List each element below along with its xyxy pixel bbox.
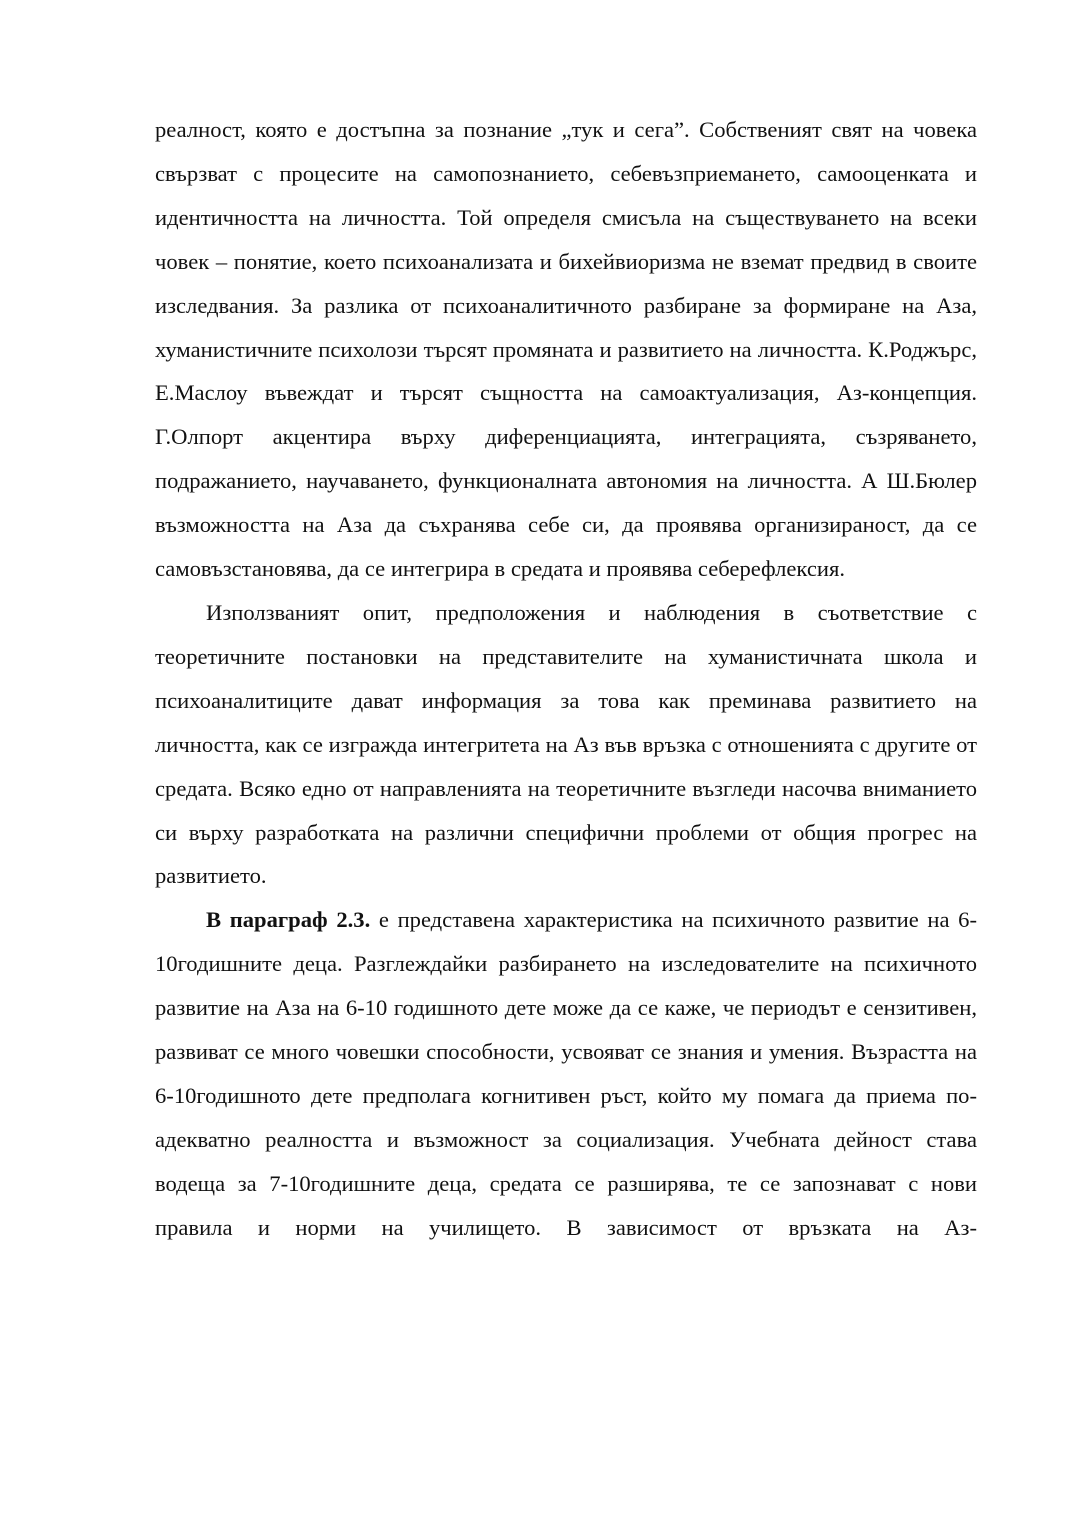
section-reference-bold: В параграф 2.3.	[206, 907, 371, 933]
body-paragraph: Използваният опит, предположения и наблюдения в съответствие с теоретичните постановки на представителите на хуманистичната школа и психоаналитиците дават информация за това как преминава развитието на личността, как се изгражда интегритета на Аз във връзка с отношенията с другите от средата. Всяко едно от направленията на теоретичните възгледи насочва вниманието си върху разработката на различни специфични проблеми от общия прогрес на развитието.	[155, 599, 977, 889]
section-paragraph-text: е представена характеристика на психичното развитие на 6-10годишните деца. Разглеждайки разбирането на изследователите на психичното развитие на Аза на 6-10 годишното дете може да се каже, че периодът е сензитивен, развиват се много човешки способности, усвояват се знания и умения. Възрастта на 6-10годишното дете предполага когнитивен ръст, който му помага да приема по-адекватно реалността и възможност за социализация. Учебната дейност става водеща за 7-10годишните деца, средата се разширява, те се запознават с нови правила и норми на училището. В зависимост от връзката на Аз-	[155, 907, 977, 1240]
document-page	[155, 108, 977, 1250]
body-paragraph: реалност, която е достъпна за познание „тук и сега”. Собственият свят на човека свързват с процесите на самопознанието, себевъзприемането, самооценката и идентичността на личността. Той определя смисъла на съществуването на всеки човек – понятие, което психоанализата и бихейвиоризма не вземат предвид в своите изследвания. За разлика от психоаналитичното разбиране за формиране на Аза, хуманистичните психолози търсят промяната и развитието на личността. К.Роджърс, Е.Маслоу въвеждат и търсят същността на самоактуализация, Аз-концепция. Г.Олпорт акцентира върху диференциацията, интеграцията, съзряването, подражанието, научаването, функционалната автономия на личността. А Ш.Бюлер възможността на Аза да съхранява себе си, да проявява организираност, да се самовъзстановява, да се интегрира в средата и проявява себерефлексия.	[155, 117, 977, 582]
section-paragraph	[155, 898, 977, 1249]
